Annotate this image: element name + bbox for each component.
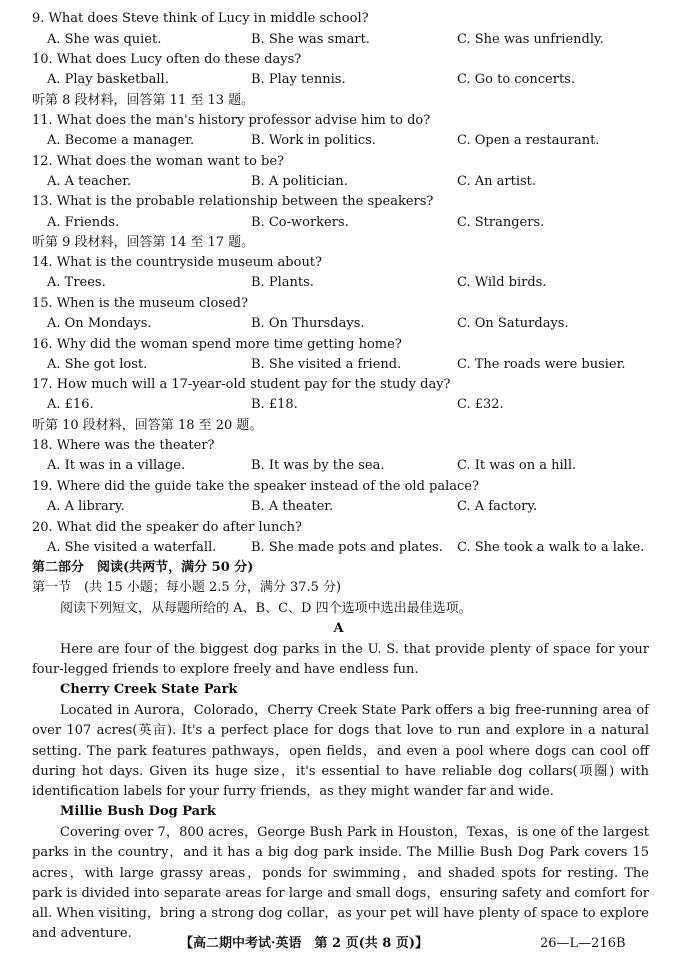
q19-option-b: B. A theater. bbox=[251, 499, 334, 514]
q16-option-c: C. The roads were busier. bbox=[457, 357, 626, 372]
question-20: 20. What did the speaker do after lunch? bbox=[32, 520, 302, 535]
q10-option-b: B. Play tennis. bbox=[251, 72, 346, 87]
q11-option-c: C. Open a restaurant. bbox=[457, 133, 600, 148]
q20-option-c: C. She took a walk to a lake. bbox=[457, 540, 645, 555]
q19-option-a: A. A library. bbox=[47, 499, 125, 514]
q14-option-c: C. Wild birds. bbox=[457, 275, 547, 290]
park2-heading: Millie Bush Dog Park bbox=[60, 804, 216, 819]
q11-option-b: B. Work in politics. bbox=[251, 133, 376, 148]
park1-text: Located in Aurora，Colorado，Cherry Creek State Park offers a big free-running area of over 107 acres(英亩). It's a perfect place for dogs that love to run and explore in a natural setting. The park features pathways，open fields，and even a pool where dogs can cool off during hot days. Given its huge size，it's essential to have reliable dog collars(项圈) with identification labels for your furry friends，as they might wander far and wide. bbox=[32, 703, 649, 800]
q18-option-b: B. It was by the sea. bbox=[251, 458, 385, 473]
q15-option-a: A. On Mondays. bbox=[47, 316, 152, 331]
q17-option-b: B. £18. bbox=[251, 397, 298, 412]
question-17: 17. How much will a 17-year-old student pay for the study day? bbox=[32, 377, 451, 392]
q10-option-a: A. Play basketball. bbox=[47, 72, 169, 87]
q14-option-b: B. Plants. bbox=[251, 275, 314, 290]
q18-option-a: A. It was in a village. bbox=[47, 458, 186, 473]
q20-option-a: A. She visited a waterfall. bbox=[47, 540, 217, 555]
footer-page-info: 【高二期中考试·英语 第 2 页(共 8 页)】 bbox=[180, 936, 429, 951]
q15-option-b: B. On Thursdays. bbox=[251, 316, 365, 331]
q16-option-a: A. She got lost. bbox=[47, 357, 148, 372]
question-18: 18. Where was the theater? bbox=[32, 438, 215, 453]
park1-heading: Cherry Creek State Park bbox=[60, 682, 238, 697]
question-14: 14. What is the countryside museum about? bbox=[32, 255, 323, 270]
q9-option-c: C. She was unfriendly. bbox=[457, 32, 604, 47]
part2-title: 第二部分 阅读(共两节，满分 50 分) bbox=[32, 560, 254, 575]
question-19: 19. Where did the guide take the speaker instead of the old palace? bbox=[32, 479, 479, 494]
q10-option-c: C. Go to concerts. bbox=[457, 72, 575, 87]
question-9: 9. What does Steve think of Lucy in middle school? bbox=[32, 11, 369, 26]
q15-option-c: C. On Saturdays. bbox=[457, 316, 569, 331]
intro-text: Here are four of the biggest dog parks in the U. S. that provide plenty of space for your four-legged friends to explore freely and have endless fun. bbox=[32, 642, 649, 678]
q18-option-c: C. It was on a hill. bbox=[457, 458, 577, 473]
park2-paragraph bbox=[32, 823, 649, 945]
question-16: 16. Why did the woman spend more time getting home? bbox=[32, 337, 402, 352]
park1-paragraph bbox=[32, 701, 649, 802]
q14-option-a: A. Trees. bbox=[47, 275, 106, 290]
q9-option-a: A. She was quiet. bbox=[47, 32, 162, 47]
park2-text: Covering over 7，800 acres，George Bush Park in Houston，Texas，is one of the largest parks in the country，and it has a big dog park inside. The Millie Bush Dog Park covers 15 acres，with large grassy areas，ponds for swimming，and shaded spots for resting. The park is divided into separate areas for large and small dogs，ensuring safety and comfort for all. When visiting，bring a strong dog collar，as your pet will have plenty of space to explore and adventure. bbox=[32, 825, 649, 942]
section-instruction-9: 听第 9 段材料，回答第 14 至 17 题。 bbox=[32, 235, 255, 250]
passage-label: A bbox=[333, 621, 344, 636]
question-10: 10. What does Lucy often do these days? bbox=[32, 52, 302, 67]
intro-paragraph bbox=[32, 640, 649, 681]
q16-option-b: B. She visited a friend. bbox=[251, 357, 402, 372]
q20-option-b: B. She made pots and plates. bbox=[251, 540, 443, 555]
q12-option-a: A. A teacher. bbox=[47, 174, 132, 189]
q11-option-a: A. Become a manager. bbox=[47, 133, 195, 148]
reading-instruction: 阅读下列短文，从每题所给的 A、B、C、D 四个选项中选出最佳选项。 bbox=[60, 601, 472, 616]
section1-title: 第一节 (共 15 小题；每小题 2.5 分，满分 37.5 分) bbox=[32, 580, 342, 595]
q19-option-c: C. A factory. bbox=[457, 499, 538, 514]
footer-code: 26—L—216B bbox=[540, 936, 626, 951]
q13-option-b: B. Co-workers. bbox=[251, 215, 349, 230]
question-15: 15. When is the museum closed? bbox=[32, 296, 248, 311]
q17-option-a: A. £16. bbox=[47, 397, 94, 412]
q9-option-b: B. She was smart. bbox=[251, 32, 370, 47]
section-instruction-8: 听第 8 段材料，回答第 11 至 13 题。 bbox=[32, 93, 255, 108]
question-13: 13. What is the probable relationship between the speakers? bbox=[32, 194, 434, 209]
q12-option-b: B. A politician. bbox=[251, 174, 348, 189]
question-11: 11. What does the man's history professor advise him to do? bbox=[32, 113, 431, 128]
q12-option-c: C. An artist. bbox=[457, 174, 537, 189]
q13-option-a: A. Friends. bbox=[47, 215, 120, 230]
q17-option-c: C. £32. bbox=[457, 397, 504, 412]
section-instruction-10: 听第 10 段材料，回答第 18 至 20 题。 bbox=[32, 418, 263, 433]
q13-option-c: C. Strangers. bbox=[457, 215, 545, 230]
question-12: 12. What does the woman want to be? bbox=[32, 154, 285, 169]
